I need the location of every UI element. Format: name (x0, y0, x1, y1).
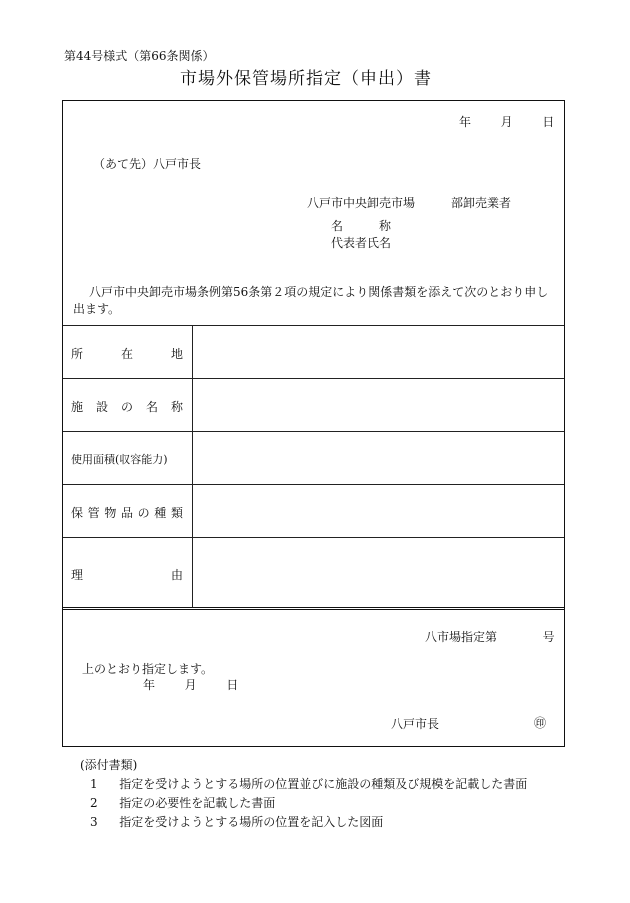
applicant-representative-label: 代表者氏名 (331, 236, 392, 250)
label-char: 施 (71, 400, 84, 414)
designation-prefix: 八市場指定第 (425, 630, 498, 644)
label-char: 在 (120, 347, 133, 361)
label-char: の (137, 506, 150, 520)
page-title: 市場外保管場所指定（申出）書 (180, 69, 432, 89)
date-month-label: 月 (184, 678, 197, 692)
label-char: 由 (170, 568, 183, 582)
row-label-stored-goods-type (71, 504, 183, 521)
label-char: 類 (170, 506, 183, 520)
designation-statement: 上のとおり指定します。 (82, 662, 214, 676)
table-column-divider (192, 325, 193, 607)
attachment-item (90, 813, 383, 830)
attachment-text: 指定を受けようとする場所の位置を記入した図面 (119, 815, 384, 829)
date-line (459, 113, 554, 130)
attachment-text: 指定を受けようとする場所の位置並びに施設の種類及び規模を記載した書面 (119, 777, 528, 791)
table-top-border (63, 325, 564, 326)
date-year-label: 年 (143, 678, 156, 692)
table-row-divider (63, 537, 564, 538)
designation-number (425, 628, 555, 645)
label-char: 称 (170, 400, 183, 414)
row-label-reason (71, 566, 183, 583)
statement-line-1: 八戸市中央卸売市場条例第56条第２項の規定により関係書類を添えて次のとおり申し (89, 285, 549, 299)
row-label-usage-area: 使用面積(収容能力) (71, 453, 168, 466)
row-label-location (71, 345, 183, 362)
attachments-heading: (添付書類) (80, 758, 138, 772)
attachment-item (90, 775, 527, 792)
name-char-2: 称 (378, 219, 391, 233)
attachment-number: 3 (90, 815, 98, 829)
label-char: 理 (71, 568, 84, 582)
attachment-item (90, 794, 275, 811)
label-char: 種 (154, 506, 167, 520)
label-char: 管 (87, 506, 100, 520)
designation-date (143, 676, 238, 693)
applicant-role: 部卸売業者 (451, 196, 512, 210)
label-char: 物 (104, 506, 117, 520)
attachment-number: 1 (90, 777, 98, 791)
attachment-number: 2 (90, 796, 98, 810)
row-label-facility-name (71, 398, 183, 415)
label-char: 地 (170, 347, 183, 361)
application-form (62, 100, 565, 747)
form-number: 第44号様式（第66条関係） (64, 49, 215, 63)
label-char: 名 (145, 400, 158, 414)
addressee: （あて先）八戸市長 (93, 157, 202, 171)
statement-line-2: 出ます。 (73, 302, 121, 316)
mayor-signature-label: 八戸市長 (391, 717, 440, 731)
label-char: 品 (120, 506, 133, 520)
label-char: 所 (71, 347, 84, 361)
table-row-divider (63, 431, 564, 432)
date-day-label: 日 (226, 678, 239, 692)
table-row-divider (63, 484, 564, 485)
label-char: の (120, 400, 133, 414)
applicant-market: 八戸市中央卸売市場 (307, 196, 416, 210)
attachment-text: 指定の必要性を記載した書面 (119, 796, 276, 810)
table-bottom-double-border (63, 607, 564, 610)
date-year-label: 年 (459, 115, 472, 129)
label-char: 保 (71, 506, 84, 520)
applicant-name-label (331, 217, 391, 234)
date-day-label: 日 (542, 115, 555, 129)
designation-suffix: 号 (542, 630, 555, 644)
table-row-divider (63, 378, 564, 379)
label-char: 設 (95, 400, 108, 414)
seal-mark: ㊞ (534, 716, 547, 730)
name-char-1: 名 (331, 219, 344, 233)
date-month-label: 月 (500, 115, 513, 129)
